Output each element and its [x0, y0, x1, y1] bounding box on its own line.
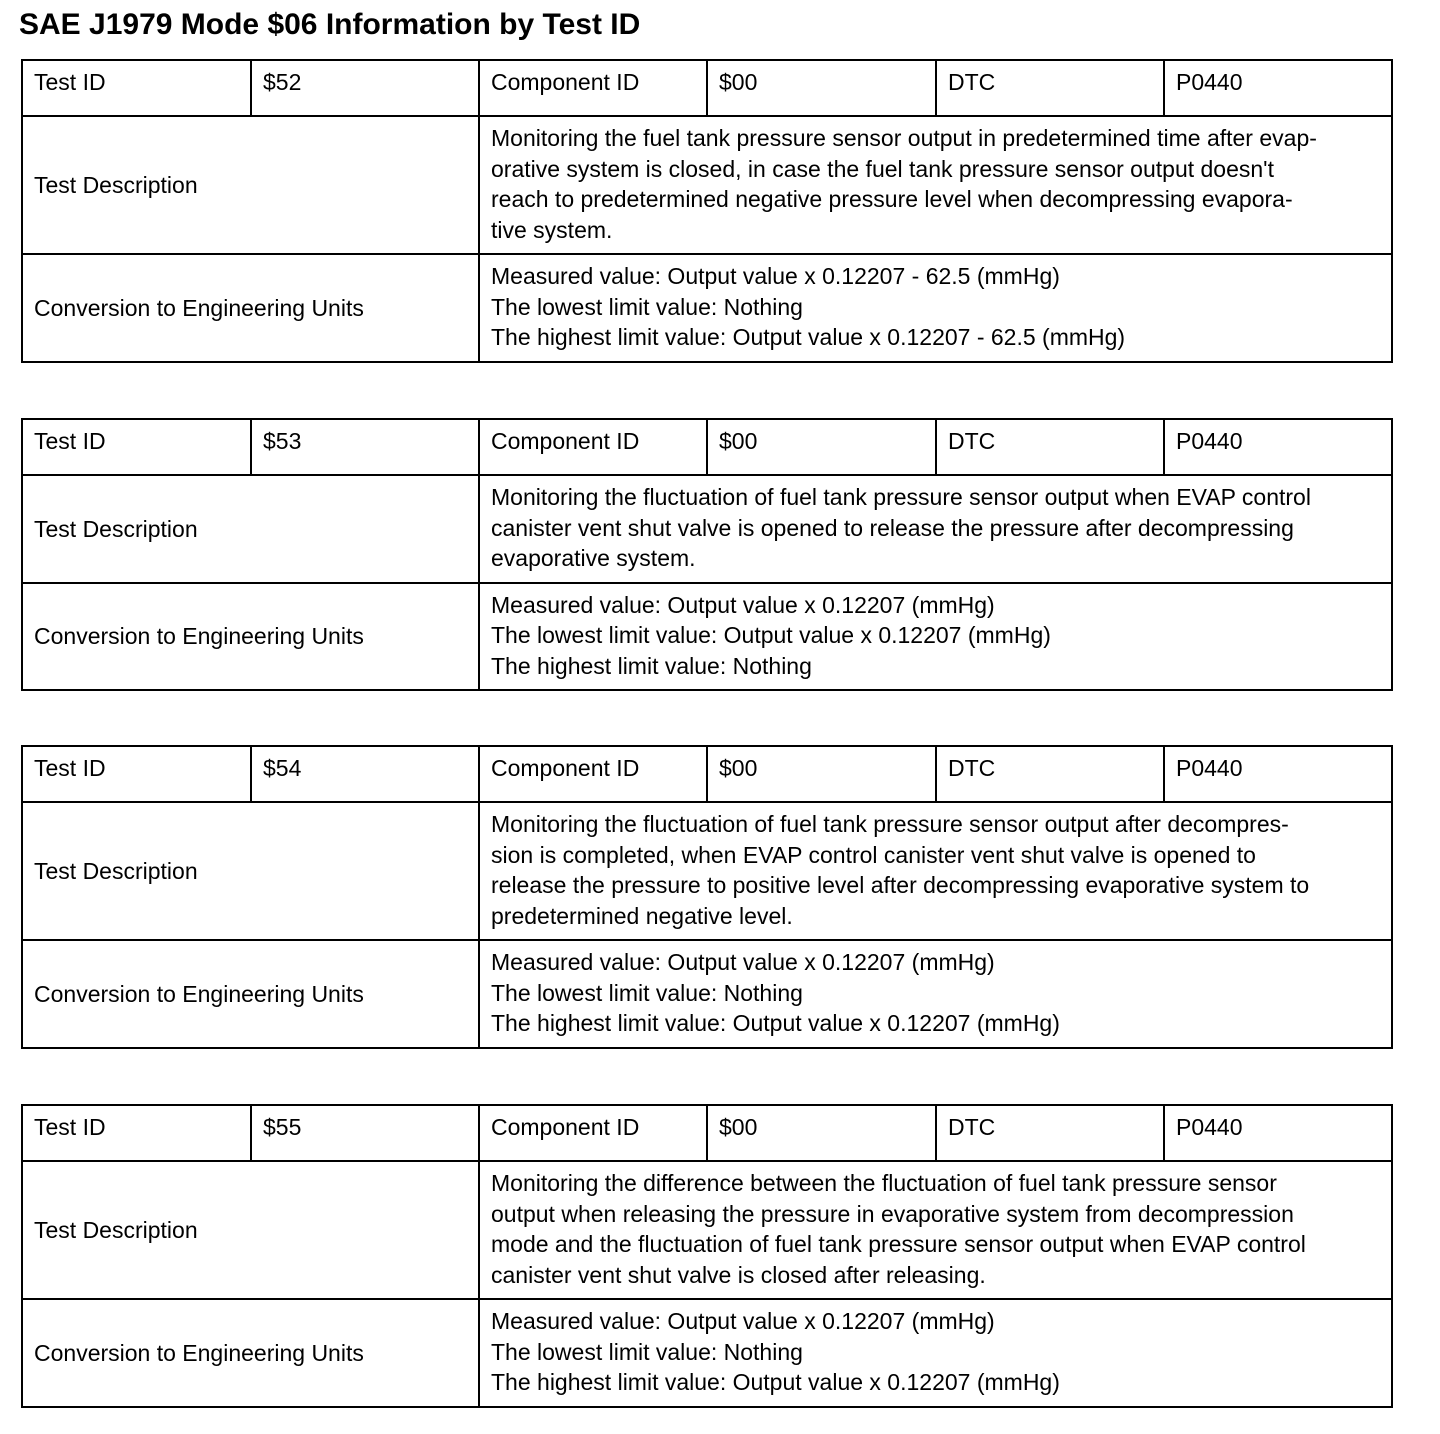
highest-limit-line: The highest limit value: Output value x 0.12207 - 62.5 (mmHg)	[491, 324, 1126, 350]
test-header-row	[22, 60, 1392, 116]
conversion-label: Conversion to Engineering Units	[22, 583, 479, 691]
measured-value-line: Measured value: Output value x 0.12207 - 62.5 (mmHg)	[491, 263, 1060, 289]
test-description-row	[22, 116, 1392, 254]
test-description-text	[479, 475, 1392, 583]
test-description-row	[22, 475, 1392, 583]
conversion-label: Conversion to Engineering Units	[22, 254, 479, 362]
test-description-text	[479, 802, 1392, 940]
description-line: mode and the fluctuation of fuel tank pressure sensor output when EVAP control	[491, 1231, 1306, 1257]
highest-limit-line: The highest limit value: Output value x 0.12207 (mmHg)	[491, 1369, 1060, 1395]
test-id-value: $55	[251, 1105, 479, 1161]
highest-limit-line: The highest limit value: Output value x 0.12207 (mmHg)	[491, 1010, 1060, 1036]
description-line: Monitoring the fluctuation of fuel tank pressure sensor output after decompres-	[491, 811, 1289, 837]
test-description-row	[22, 802, 1392, 940]
page-title: SAE J1979 Mode $06 Information by Test ID	[19, 8, 641, 41]
conversion-text	[479, 1299, 1392, 1407]
test-id-value: $52	[251, 60, 479, 116]
test-id-label: Test ID	[22, 419, 251, 475]
test-description-label: Test Description	[22, 116, 479, 254]
dtc-value: P0440	[1164, 419, 1392, 475]
description-line: Monitoring the difference between the fluctuation of fuel tank pressure sensor	[491, 1170, 1277, 1196]
test-description-label: Test Description	[22, 802, 479, 940]
test-description-row	[22, 1161, 1392, 1299]
description-line: evaporative system.	[491, 545, 696, 571]
lowest-limit-line: The lowest limit value: Nothing	[491, 293, 803, 320]
test-description-text	[479, 1161, 1392, 1299]
description-line: Monitoring the fuel tank pressure sensor output in predetermined time after evap-	[491, 125, 1317, 151]
description-line: sion is completed, when EVAP control canister vent shut valve is opened to	[491, 841, 1256, 868]
description-line: canister vent shut valve is closed after releasing.	[491, 1261, 986, 1288]
test-header-row	[22, 1105, 1392, 1161]
test-header-row	[22, 419, 1392, 475]
component-id-label: Component ID	[479, 1105, 707, 1161]
dtc-value: P0440	[1164, 746, 1392, 802]
component-id-value: $00	[707, 419, 936, 475]
component-id-label: Component ID	[479, 419, 707, 475]
description-line: reach to predetermined negative pressure level when decompressing evapora-	[491, 186, 1293, 212]
description-line: tive system.	[491, 216, 613, 243]
lowest-limit-line: The lowest limit value: Output value x 0.12207 (mmHg)	[491, 622, 1051, 648]
dtc-label: DTC	[936, 419, 1164, 475]
test-id-value: $53	[251, 419, 479, 475]
description-line: release the pressure to positive level after decompressing evaporative system to	[491, 872, 1310, 898]
measured-value-line: Measured value: Output value x 0.12207 (mmHg)	[491, 949, 995, 975]
conversion-text	[479, 940, 1392, 1048]
dtc-label: DTC	[936, 746, 1164, 802]
description-line: Monitoring the fluctuation of fuel tank pressure sensor output when EVAP control	[491, 484, 1311, 510]
conversion-row	[22, 1299, 1392, 1407]
description-line: canister vent shut valve is opened to release the pressure after decompressing	[491, 514, 1294, 541]
component-id-value: $00	[707, 746, 936, 802]
conversion-row	[22, 940, 1392, 1048]
test-table	[21, 1104, 1393, 1408]
conversion-text	[479, 583, 1392, 691]
highest-limit-line: The highest limit value: Nothing	[491, 652, 812, 679]
measured-value-line: Measured value: Output value x 0.12207 (mmHg)	[491, 591, 995, 618]
conversion-row	[22, 254, 1392, 362]
component-id-value: $00	[707, 60, 936, 116]
conversion-row	[22, 583, 1392, 691]
lowest-limit-line: The lowest limit value: Nothing	[491, 979, 803, 1006]
lowest-limit-line: The lowest limit value: Nothing	[491, 1338, 803, 1365]
conversion-text	[479, 254, 1392, 362]
test-id-label: Test ID	[22, 1105, 251, 1161]
test-description-text	[479, 116, 1392, 254]
test-description-label: Test Description	[22, 1161, 479, 1299]
dtc-label: DTC	[936, 60, 1164, 116]
test-table	[21, 418, 1393, 691]
test-id-label: Test ID	[22, 60, 251, 116]
test-header-row	[22, 746, 1392, 802]
description-line: predetermined negative level.	[491, 902, 793, 929]
description-line: output when releasing the pressure in evaporative system from decompression	[491, 1200, 1294, 1227]
test-id-value: $54	[251, 746, 479, 802]
dtc-value: P0440	[1164, 60, 1392, 116]
measured-value-line: Measured value: Output value x 0.12207 (mmHg)	[491, 1308, 995, 1334]
dtc-label: DTC	[936, 1105, 1164, 1161]
component-id-label: Component ID	[479, 746, 707, 802]
test-description-label: Test Description	[22, 475, 479, 583]
component-id-value: $00	[707, 1105, 936, 1161]
conversion-label: Conversion to Engineering Units	[22, 940, 479, 1048]
test-table	[21, 745, 1393, 1049]
test-id-label: Test ID	[22, 746, 251, 802]
conversion-label: Conversion to Engineering Units	[22, 1299, 479, 1407]
description-line: orative system is closed, in case the fuel tank pressure sensor output doesn't	[491, 155, 1274, 182]
dtc-value: P0440	[1164, 1105, 1392, 1161]
test-table	[21, 59, 1393, 363]
component-id-label: Component ID	[479, 60, 707, 116]
